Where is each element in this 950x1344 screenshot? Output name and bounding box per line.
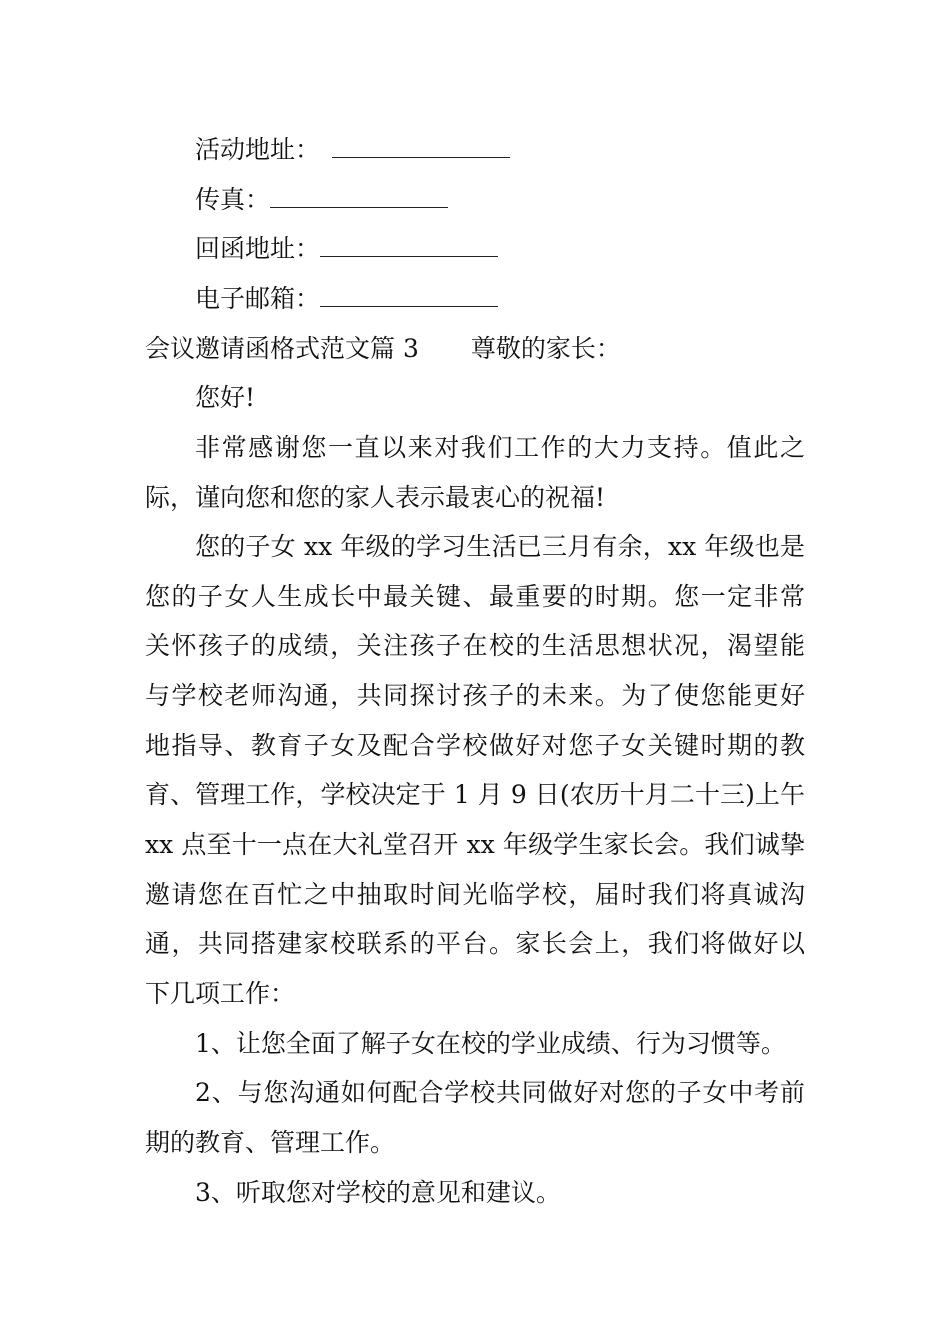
paragraph2-line: 邀请您在百忙之中抽取时间光临学校，届时我们将真诚沟 [145, 880, 805, 909]
paragraph2-line: xx 点至十一点在大礼堂召开 xx 年级学生家长会。我们诚挚 [145, 830, 805, 859]
activity-address-field [195, 134, 510, 166]
paragraph2-line: 与学校老师沟通，共同探讨孩子的未来。为了使您能更好 [145, 681, 805, 710]
activity-address-label: 活动地址： [195, 135, 321, 164]
email-label: 电子邮箱： [195, 284, 321, 313]
list-item-2-line: 2、与您沟通如何配合学校共同做好对您的子女中考前 [195, 1078, 805, 1107]
list-item-3: 3、听取您对学校的意见和建议。 [195, 1178, 561, 1207]
email-field [195, 283, 498, 315]
activity-address-blank [332, 137, 510, 158]
section-title: 会议邀请函格式范文篇 3 [145, 334, 419, 363]
paragraph1-line: 际，谨向您和您的家人表示最衷心的祝福! [145, 483, 606, 512]
salutation: 尊敬的家长： [470, 334, 621, 363]
list-item-2-line: 期的教育、管理工作。 [145, 1128, 396, 1157]
greeting: 您好! [195, 383, 256, 412]
fax-field [195, 184, 448, 216]
reply-address-field [195, 233, 498, 265]
paragraph2-line: 您的子女 xx 年级的学习生活已三月有余，xx 年级也是 [195, 532, 805, 561]
list-item-1: 1、让您全面了解子女在校的学业成绩、行为习惯等。 [195, 1029, 786, 1058]
paragraph2-line: 下几项工作： [145, 979, 296, 1008]
paragraph2-line: 地指导、教育子女及配合学校做好对您子女关键时期的教 [145, 731, 805, 760]
fax-label: 传真： [195, 185, 271, 214]
heading-line [145, 333, 621, 365]
reply-address-label: 回函地址： [195, 234, 321, 263]
paragraph2-line: 关怀孩子的成绩，关注孩子在校的生活思想状况，渴望能 [145, 631, 805, 660]
reply-address-blank [320, 236, 498, 257]
paragraph2-line: 您的子女人生成长中最关键、最重要的时期。您一定非常 [145, 582, 805, 611]
fax-blank [270, 187, 448, 208]
paragraph2-line: 育、管理工作，学校决定于 1 月 9 日(农历十月二十三)上午 [145, 780, 805, 809]
paragraph2-line: 通，共同搭建家校联系的平台。家长会上，我们将做好以 [145, 929, 805, 958]
paragraph1-line: 非常感谢您一直以来对我们工作的大力支持。值此之 [195, 433, 805, 462]
email-blank [320, 286, 498, 307]
